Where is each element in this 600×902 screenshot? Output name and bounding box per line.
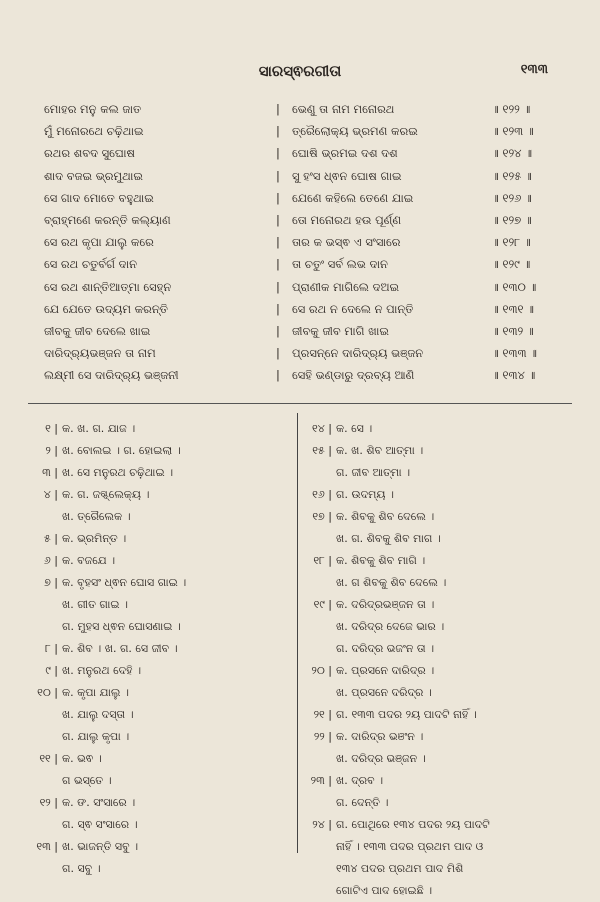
verse-separator: |	[276, 212, 280, 227]
verse-right-half: ସେ ରଥ ନ ଦେଲେ ନ ପାନ୍ତି	[292, 301, 414, 316]
footnote-text: ଖ. ଦ୍ରବ ।	[336, 774, 384, 787]
footnote-text: ଖ. ପ୍ରସନେ ଦରିଦ୍ର ।	[336, 686, 432, 699]
footnote-line	[36, 814, 301, 836]
footnote-number	[310, 638, 336, 660]
footnote-line	[36, 528, 301, 550]
footnote-text: ଗ. ଯାଲୁ କୃପା ।	[62, 730, 130, 743]
verse-left-half: ମୁଁ ମନୋରଥେ ଚଢ଼ିଥାଇ	[44, 124, 144, 139]
verse-left-half: ଯେ ଯେତେ ଉଦ୍ୟମ କରନ୍ତି	[44, 301, 168, 316]
verse-separator: |	[276, 323, 280, 338]
footnote-text: କ. କୃପା ଯାଲୁ ।	[62, 686, 129, 699]
footnote-text: ଖ. ଯାଲୁ ଦସ୍ତା ।	[62, 708, 134, 721]
footnote-line	[36, 726, 301, 748]
verse-left-half: ବ୍ରାହ୍ମଣେ କରନ୍ତି କଲ୍ୟାଣ	[44, 212, 171, 227]
verse-row	[44, 231, 564, 253]
verse-separator: |	[276, 279, 280, 294]
footnotes-left	[36, 418, 301, 880]
verse-number: ॥ ୧୩୦ ॥	[492, 279, 537, 294]
verse-left-half: ସେ ଗାଦ ମୋତେ ବହୁଥାଇ	[44, 190, 154, 205]
verse-number: ॥ ୧୨୯ ॥	[492, 257, 531, 272]
verse-number: ॥ ୧୩୨ ॥	[492, 323, 534, 338]
footnote-text: ଖ. ଗ. ଶିବକୁ ଶିବ ମାଗ ।	[336, 532, 441, 545]
footnote-number	[36, 506, 62, 528]
footnote-line	[36, 594, 301, 616]
verse-left-half: ଶାଦ ବଜଇ ଭ୍ରମୁଥାଇ	[44, 168, 143, 183]
footnote-line	[36, 550, 301, 572]
footnote-text: କ. ଭ୍ରମିନ୍ତ ।	[62, 532, 127, 545]
footnote-line	[310, 638, 580, 660]
footnote-number	[36, 594, 62, 616]
footnote-line	[36, 572, 301, 594]
footnote-line	[310, 528, 580, 550]
footnote-line	[310, 506, 580, 528]
footnote-number	[36, 858, 62, 880]
verse-row	[44, 298, 564, 320]
verse-left-half: ଲକ୍ଷ୍ମୀ ସେ ଦାରିଦ୍ର୍ୟ ଭଞ୍ଜନୀ	[44, 368, 179, 383]
verse-left-half: ରଥର ଶବଦ ସୁଘୋଷ	[44, 146, 135, 161]
footnote-line	[310, 484, 580, 506]
footnote-number	[310, 528, 336, 550]
footnote-text: କ. ଶିବ । ଖ. ଗ. ସେ ଜୀବ ।	[62, 642, 178, 655]
verse-number: ॥ ୧୨୨ ॥	[492, 102, 531, 116]
verse-separator: |	[276, 146, 280, 161]
verse-number: ॥ ୧୩୩ ॥	[492, 346, 537, 361]
footnote-line	[36, 418, 301, 440]
footnote-line	[36, 638, 301, 660]
page-number: ୧୩୩	[520, 62, 548, 77]
verse-right-half: ସୁ ହଂସ ଧ୍ଵନ ଘୋଷ ଗାଇ	[292, 168, 402, 183]
footnote-number	[36, 704, 62, 726]
footnote-line	[310, 616, 580, 638]
footnote-number: ୬ |	[43, 554, 58, 567]
footnote-text: କ. ବୃହସଂ ଧ୍ଵନ ଘୋସ ଗାଇ ।	[62, 576, 187, 589]
verse-right-half: ପ୍ରସନ୍ନେ ଦାରିଦ୍ର୍ୟ ଭଞ୍ଜନ	[292, 346, 424, 361]
footnote-text: ଖ. ଦରିଦ୍ର ଦେଜେ ଭାର ।	[336, 620, 445, 633]
footnote-number	[310, 836, 336, 858]
verse-left-half: ମୋହର ମନୁ କଲ ଜାତ	[44, 102, 142, 116]
footnote-text: ଖ. ସେ ମନୁରଥ ଚଢ଼ିଥାଇ ।	[62, 466, 174, 479]
verse-row	[44, 320, 564, 342]
footnote-number: ୧୯ |	[313, 598, 332, 611]
verse-left-half: ଦାରିଦ୍ର୍ୟଭଞ୍ଜନ ତା ନାମ	[44, 346, 156, 361]
footnote-line	[36, 792, 301, 814]
footnote-number	[310, 748, 336, 770]
footnote-number	[36, 814, 62, 836]
footnote-text: ଗ ଭସ୍ତେ ।	[62, 774, 112, 787]
footnote-number	[310, 572, 336, 594]
verse-separator: |	[276, 235, 280, 250]
footnote-text: କ. ଶିବକୁ ଶିବ ମାଗି ।	[336, 554, 426, 567]
footnote-number	[310, 792, 336, 814]
footnote-line	[310, 660, 580, 682]
footnote-line	[310, 880, 580, 902]
footnote-text: କ. ସେ ।	[336, 422, 373, 435]
footnote-number: ୭ |	[44, 576, 58, 589]
footnote-text: କ. ଦାରିଦ୍ର ଭଞଂନ ।	[336, 730, 424, 743]
footnote-line	[310, 682, 580, 704]
footnote-text: ଗ. ଦେନ୍ତି ।	[336, 796, 389, 809]
verse-number: ॥ ୧୨୮ ॥	[492, 235, 531, 250]
verse-separator: |	[276, 102, 280, 116]
footnote-text: ଖ. ଗ ଶିବକୁ ଶିବ ଦେଲେ ।	[336, 576, 447, 589]
verse-number: ॥ ୧୨୭ ॥	[492, 212, 532, 227]
footnote-text: କ. ଦରିଦ୍ରଭଞ୍ଜନ ତା ।	[336, 598, 435, 611]
footnote-text: ଖ. ମନୁରଥ ଦେହି ।	[62, 664, 142, 677]
footnote-number: ୧୭ |	[312, 510, 332, 523]
footnote-text: ଖ. ଭାଜନ୍ତି ସବୁ ।	[62, 840, 139, 853]
footnote-line	[36, 616, 301, 638]
verse-row	[44, 276, 564, 298]
footnote-number: ୧୧ |	[39, 752, 58, 765]
footnotes-right	[310, 418, 580, 902]
footnote-text: ଖ. ଗୀତ ଗାଇ ।	[62, 598, 128, 611]
verse-right-half: ଜୀବକୁ ଜୀବ ମାଗି ଖାଇ	[292, 323, 389, 338]
footnote-text: କ. ବଜଯେ ।	[62, 554, 116, 567]
verse-right-half: ତାର କ ଭସ୍ଵ ଏ ସଂସାରେ	[292, 235, 401, 250]
footnote-line	[310, 836, 580, 858]
footnote-line	[36, 770, 301, 792]
divider-line	[28, 403, 572, 404]
footnote-text: ଗ. ଉଦମ୍ୟ ।	[336, 488, 394, 501]
footnote-line	[310, 858, 580, 880]
verse-right-half: ଯେଣେ କହିଲେ ତେଣେ ଯାଇ	[292, 190, 414, 205]
footnote-text: କ. ଭଵ ।	[62, 752, 102, 765]
footnote-text: ଗ. ପୋଥିରେ ୧୩୪ ପଦର ୨ୟ ପାଦଟି	[336, 818, 490, 831]
verse-left-half: ଜୀବକୁ ଜୀବ ଦେଲେ ଖାଇ	[44, 323, 151, 338]
verse-right-half: ଘୋଷି ଭ୍ରମଇ ଦଶ ଦଶ	[292, 146, 398, 161]
footnote-number: ୨୦ |	[311, 664, 332, 677]
footnote-text: କ. ଙ. ସଂସାରେ ।	[62, 796, 136, 809]
footnote-number: ୧୨ |	[39, 796, 58, 809]
verse-number: ॥ ୧୨୪ ॥	[492, 146, 532, 161]
footnote-text: ଗ. ଦରିଦ୍ର ଭଜଂନ ତା ।	[336, 642, 435, 655]
footnote-line	[36, 440, 301, 462]
verse-row	[44, 120, 564, 142]
footnote-line	[310, 594, 580, 616]
verse-right-half: ସେହି ଭଣ୍ଡାରୁ ଦ୍ରବ୍ୟ ଆଣି	[292, 368, 415, 383]
footnote-number: ୧୪ |	[312, 422, 332, 435]
footnote-line	[310, 440, 580, 462]
footnote-text: ନାହିଁ । ୧୩୩ ପଦର ପ୍ରଥମ ପାଦ ଓ	[336, 840, 484, 853]
footnote-number: ୨ |	[45, 444, 58, 457]
footnote-text: ଗ. ୧୩୩ ପଦର ୨ୟ ପାଦଟି ନାହିଁ ।	[336, 708, 477, 721]
footnote-line	[310, 814, 580, 836]
footnote-number	[36, 770, 62, 792]
verse-row	[44, 253, 564, 275]
footnote-number	[310, 682, 336, 704]
verse-separator: |	[276, 168, 280, 183]
footnote-number	[310, 858, 336, 880]
footnote-line	[36, 748, 301, 770]
footnote-number: ୨୨ |	[313, 730, 332, 743]
footnote-number: ୮ |	[45, 642, 58, 655]
footnote-line	[36, 836, 301, 858]
footnote-number: ୯ |	[45, 664, 58, 677]
footnote-text: ଗ. ସବୁ ।	[62, 862, 101, 875]
verse-number: ॥ ୧୨୬ ॥	[492, 190, 532, 205]
footnote-number: ୨୩ |	[310, 774, 332, 787]
footnote-text: ଗୋଟିଏ ପାଦ ହୋଇଛି ।	[336, 884, 433, 897]
verse-row	[44, 165, 564, 187]
footnote-line	[310, 418, 580, 440]
footnote-number: ୧୩ |	[36, 840, 58, 853]
footnote-line	[36, 682, 301, 704]
footnote-line	[36, 506, 301, 528]
footnote-number: ୪ |	[43, 488, 58, 501]
footnote-line	[36, 704, 301, 726]
footnote-text: ଗ. ମୁହସ ଧ୍ଵନ ଘୋସଣାଇ ।	[62, 620, 181, 633]
footnote-text: ଖ. ତ୍ରୈଲେକ ।	[62, 510, 131, 523]
verse-right-half: ଭେଣୁ ତା ନାମ ମନୋରଥ	[292, 102, 395, 116]
footnote-text: ଖ. ବୋଲଇ । ଗ. ହୋଇଲା ।	[62, 444, 181, 457]
verse-left-half: ସେ ରଥ ଚତୁର୍ବର୍ଗ ଦାନ	[44, 257, 138, 272]
footnote-line	[310, 462, 580, 484]
footnote-text: କ. ଖ. ଗ. ଯାଜ ।	[62, 422, 136, 435]
verse-number: ॥ ୧୩୪ ॥	[492, 368, 536, 383]
verse-separator: |	[276, 346, 280, 361]
verse-right-half: ତା ଚତୁଂ ସର୍ବ ଲଭ ଦାନ	[292, 257, 388, 272]
footnote-line	[310, 792, 580, 814]
footnote-line	[36, 484, 301, 506]
footnote-line	[36, 462, 301, 484]
footnote-text: କ. ଶିବକୁ ଶିବ ଦେଲେ ।	[336, 510, 435, 523]
verse-left-half: ସେ ରଥ କୃପା ଯାଲୁ କରେ	[44, 235, 154, 250]
verse-row	[44, 187, 564, 209]
footnote-number	[310, 616, 336, 638]
footnote-text: ୧୩୪ ପଦର ପ୍ରଥମ ପାଦ ମିଶି	[336, 862, 464, 875]
verse-left-half: ସେ ରଥ ଶାନ୍ତିଆତ୍ମା ସେହ୍ନ	[44, 279, 172, 294]
footnote-number: ୫ |	[43, 532, 58, 545]
footnote-line	[310, 726, 580, 748]
verse-row	[44, 209, 564, 231]
footnote-line	[36, 660, 301, 682]
verse-row	[44, 98, 564, 120]
verse-row	[44, 142, 564, 164]
footnote-line	[310, 704, 580, 726]
verse-list	[44, 98, 564, 386]
verse-separator: |	[276, 368, 280, 383]
verse-number: ॥ ୧୩୧ ॥	[492, 301, 534, 316]
footnote-line	[310, 748, 580, 770]
footnote-number	[310, 462, 336, 484]
footnote-text: କ. ପ୍ରସନେ ଦାରିଦ୍ର ।	[336, 664, 435, 677]
footnote-text: ଖ. ଦରିଦ୍ର ଭଞ୍ଜନ ।	[336, 752, 426, 765]
footnote-number: ୧୬ |	[312, 488, 332, 501]
verse-right-half: ତୋ ମନୋରଥ ହଉ ପୂର୍ଣ୍ଣ	[292, 212, 402, 227]
verse-separator: |	[276, 124, 280, 139]
footnote-number: ୧ |	[45, 422, 58, 435]
verse-separator: |	[276, 301, 280, 316]
verse-row	[44, 364, 564, 386]
footnote-number: ୨୪ |	[312, 818, 332, 831]
verse-right-half: ତ୍ରୈଲୋକ୍ୟ ଭ୍ରମଣ କରଇ	[292, 124, 418, 139]
verse-row	[44, 342, 564, 364]
footnote-number	[310, 880, 336, 902]
footnote-number: ୨୧ |	[313, 708, 332, 721]
footnote-text: କ. ଗ. ଜଗ୍ଦ୍ଲେକ୍ୟ ।	[62, 488, 150, 501]
footnote-text: ଗ. ସ୍ଵ ସଂସାରେ ।	[62, 818, 138, 831]
footnote-number: ୧୫ |	[312, 444, 332, 457]
page-title: ସାରସ୍ଵରଗୀତା	[258, 62, 342, 80]
footnote-line	[310, 550, 580, 572]
footnote-number: ୧୦ |	[37, 686, 58, 699]
verse-right-half: ପ୍ରାଣୀକ ମାଗିଲେ ଦଅଇ	[292, 279, 400, 294]
footnote-number	[36, 726, 62, 748]
footnote-number: ୩ |	[42, 466, 58, 479]
footnote-text: ଗ. ଜୀବ ଆତ୍ମା ।	[336, 466, 411, 479]
verse-separator: |	[276, 190, 280, 205]
footnote-line	[310, 770, 580, 792]
verse-number: ॥ ୧୨୩ ॥	[492, 124, 534, 139]
verse-number: ॥ ୧୨୫ ॥	[492, 168, 532, 183]
footnote-line	[310, 572, 580, 594]
footnote-number: ୧୮ |	[313, 554, 332, 567]
footnote-number	[36, 616, 62, 638]
footnote-text: କ. ଖ. ଶିବ ଆତ୍ମା ।	[336, 444, 424, 457]
footnote-line	[36, 858, 301, 880]
verse-separator: |	[276, 257, 280, 272]
